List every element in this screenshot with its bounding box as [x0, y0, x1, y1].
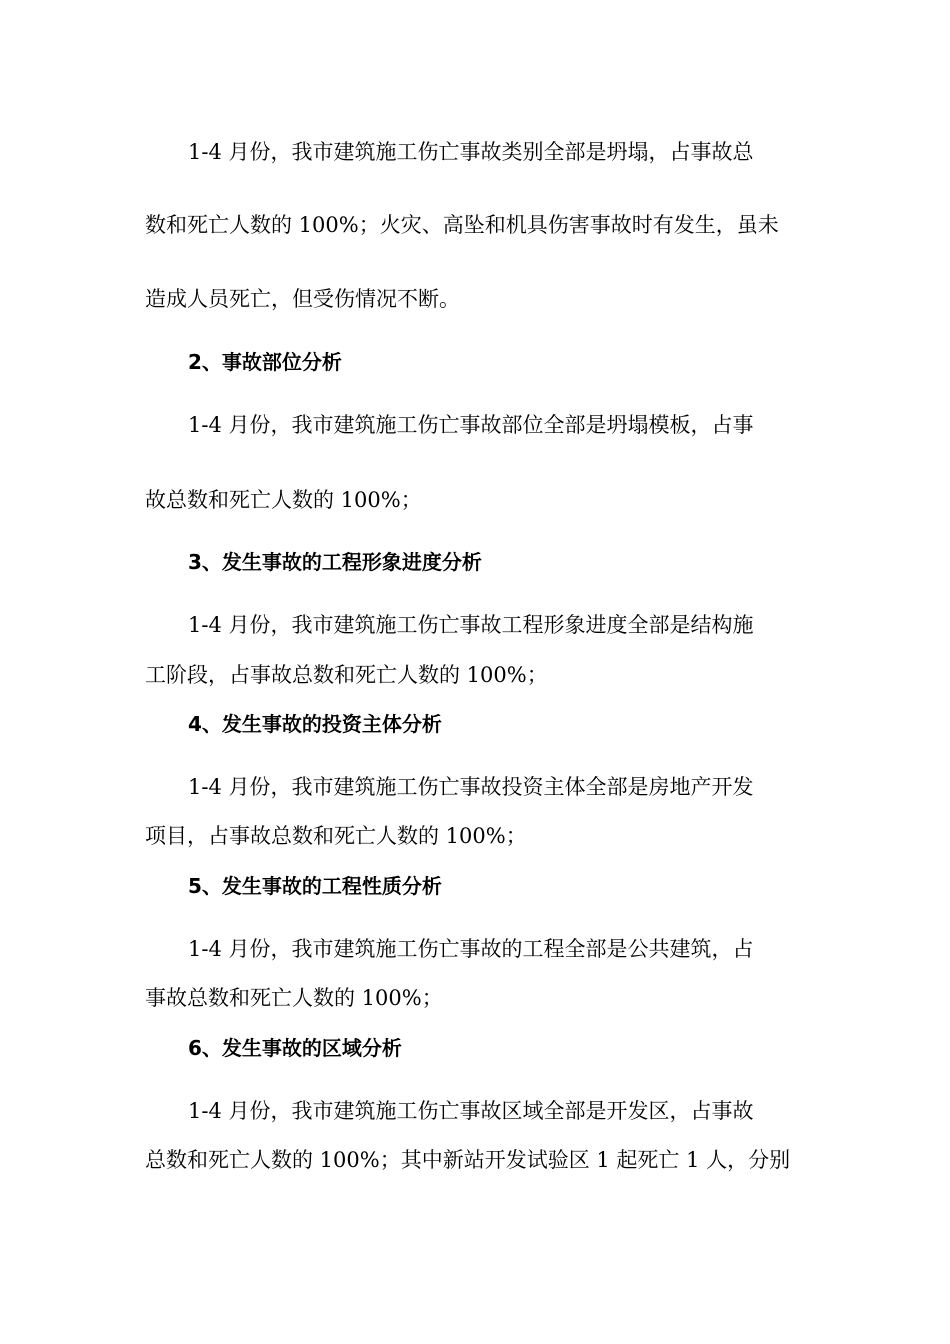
- paragraph-line: 事故总数和死亡人数的 100%；: [145, 986, 443, 1010]
- paragraph-line: 数和死亡人数的 100%；火灾、高坠和机具伤害事故时有发生，虽未: [145, 213, 779, 237]
- section-heading-3: 3、发生事故的工程形象进度分析: [188, 550, 482, 574]
- section-heading-6: 6、发生事故的区域分析: [188, 1036, 402, 1060]
- paragraph-line: 故总数和死亡人数的 100%；: [145, 488, 422, 512]
- paragraph-line: 1-4 月份，我市建筑施工伤亡事故部位全部是坍塌模板，占事: [188, 413, 754, 437]
- paragraph-line: 1-4 月份，我市建筑施工伤亡事故投资主体全部是房地产开发: [188, 775, 754, 799]
- paragraph-line: 1-4 月份，我市建筑施工伤亡事故类别全部是坍塌，占事故总: [188, 140, 754, 164]
- paragraph-line: 1-4 月份，我市建筑施工伤亡事故的工程全部是公共建筑，占: [188, 937, 754, 961]
- paragraph-line: 造成人员死亡，但受伤情况不断。: [145, 287, 460, 311]
- paragraph-line: 1-4 月份，我市建筑施工伤亡事故区域全部是开发区，占事故: [188, 1099, 754, 1123]
- paragraph-line: 总数和死亡人数的 100%；其中新站开发试验区 1 起死亡 1 人，分别: [145, 1148, 791, 1172]
- paragraph-line: 工阶段，占事故总数和死亡人数的 100%；: [145, 663, 548, 687]
- paragraph-line: 项目，占事故总数和死亡人数的 100%；: [145, 824, 527, 848]
- section-heading-2: 2、事故部位分析: [188, 350, 342, 374]
- section-heading-5: 5、发生事故的工程性质分析: [188, 874, 442, 898]
- paragraph-line: 1-4 月份，我市建筑施工伤亡事故工程形象进度全部是结构施: [188, 613, 754, 637]
- section-heading-4: 4、发生事故的投资主体分析: [188, 712, 442, 736]
